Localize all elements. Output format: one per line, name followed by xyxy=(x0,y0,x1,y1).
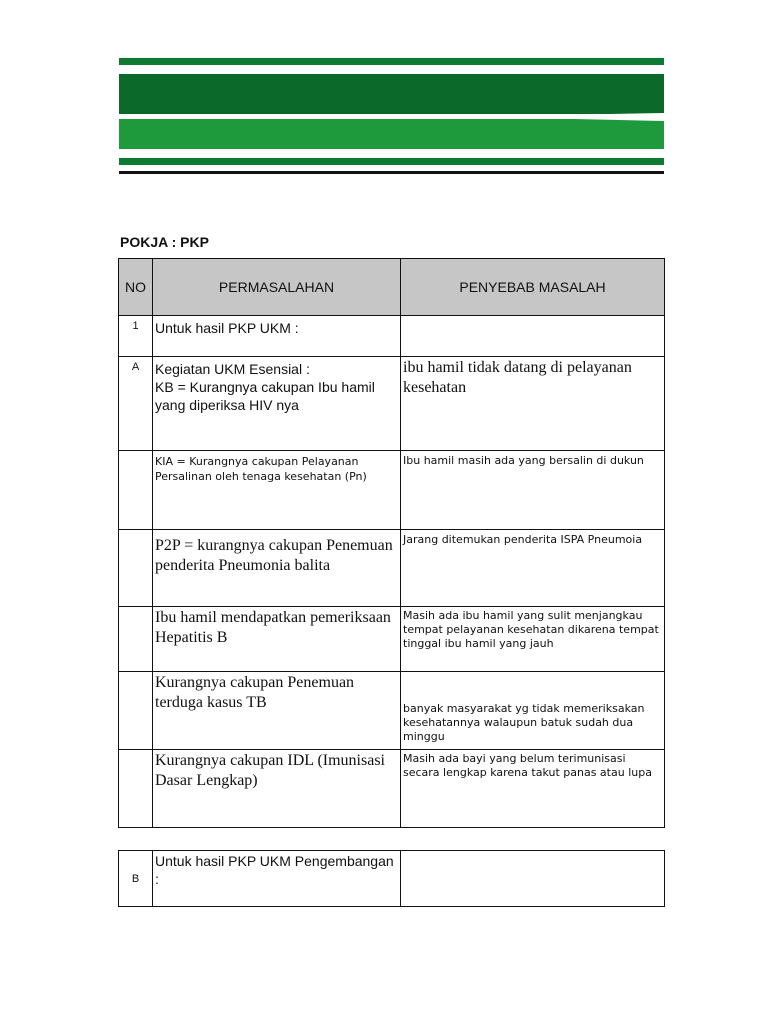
header-penyebab: PENYEBAB MASALAH xyxy=(401,259,665,316)
banner-stripe-top xyxy=(119,58,664,65)
row-no: B xyxy=(119,851,153,907)
row-no xyxy=(119,607,153,672)
table-header-row xyxy=(119,259,665,316)
row-no: A xyxy=(119,357,153,451)
row-masalah: Kurangnya cakupan Penemuan terduga kasus TB xyxy=(153,672,401,750)
row-penyebab: Jarang ditemukan penderita ISPA Pneumoia xyxy=(401,530,665,607)
row-penyebab: Masih ada ibu hamil yang sulit menjangkau tempat pelayanan kesehatan dikarena tempat tinggal ibu hamil yang jauh xyxy=(401,607,665,672)
row-penyebab xyxy=(401,851,665,907)
problem-table xyxy=(118,258,665,828)
row-no: 1 xyxy=(119,316,153,357)
row-masalah: Kegiatan UKM Esensial : KB = Kurangnya cakupan Ibu hamil yang diperiksa HIV nya xyxy=(153,357,401,451)
row-masalah: Ibu hamil mendapatkan pemeriksaan Hepatitis B xyxy=(153,607,401,672)
row-penyebab xyxy=(401,316,665,357)
banner-swoosh xyxy=(500,113,664,121)
table-row xyxy=(119,316,665,357)
row-penyebab: Masih ada bayi yang belum terimunisasi secara lengkap karena takut panas atau lupa xyxy=(401,750,665,828)
row-masalah: Untuk hasil PKP UKM Pengembangan : xyxy=(153,851,401,907)
banner-band-dark xyxy=(119,74,664,114)
table-row xyxy=(119,851,665,907)
table-row xyxy=(119,451,665,530)
header-permasalahan: PERMASALAHAN xyxy=(153,259,401,316)
table-row xyxy=(119,607,665,672)
table-row xyxy=(119,672,665,750)
table-row xyxy=(119,357,665,451)
row-masalah: Untuk hasil PKP UKM : xyxy=(153,316,401,357)
row-no xyxy=(119,530,153,607)
table-row xyxy=(119,750,665,828)
row-no xyxy=(119,672,153,750)
header-no: NO xyxy=(119,259,153,316)
row-penyebab: Ibu hamil masih ada yang bersalin di dukun xyxy=(401,451,665,530)
banner-stripe-bottom xyxy=(119,158,664,165)
table-row xyxy=(119,530,665,607)
row-masalah: Kurangnya cakupan IDL (Imunisasi Dasar Lengkap) xyxy=(153,750,401,828)
row-masalah: KIA = Kurangnya cakupan Pelayanan Persalinan oleh tenaga kesehatan (Pn) xyxy=(153,451,401,530)
section-b-table xyxy=(118,850,665,907)
row-penyebab: ibu hamil tidak datang di pelayanan kesehatan xyxy=(401,357,665,451)
row-no xyxy=(119,750,153,828)
pokja-label: POKJA : PKP xyxy=(120,234,209,250)
banner-band-light xyxy=(119,119,664,149)
row-masalah: P2P = kurangnya cakupan Penemuan penderita Pneumonia balita xyxy=(153,530,401,607)
row-penyebab: banyak masyarakat yg tidak memeriksakan kesehatannya walaupun batuk sudah dua minggu xyxy=(401,672,665,750)
banner-rule xyxy=(119,171,664,174)
row-no xyxy=(119,451,153,530)
